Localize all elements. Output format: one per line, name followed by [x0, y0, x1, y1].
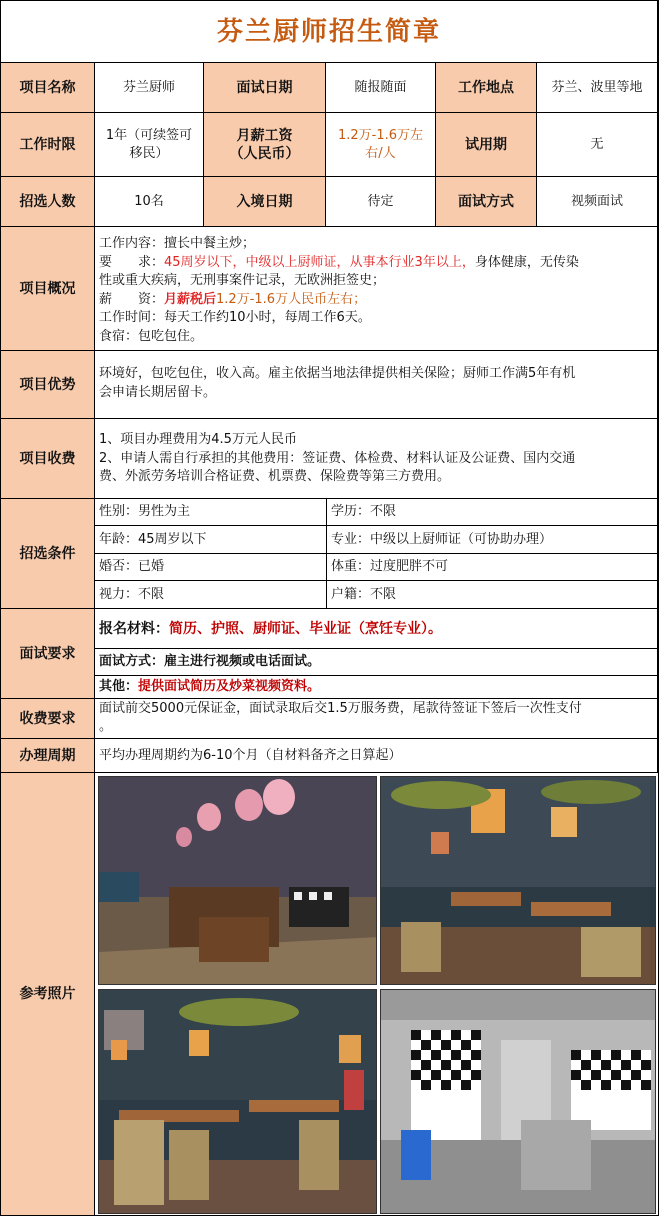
- label-photos: 参考照片: [1, 773, 95, 1215]
- label-period: 办理周期: [1, 739, 95, 773]
- condition-household: 户籍：不限: [327, 581, 658, 609]
- charge-line1: 面试前交5000元保证金，面试录取后交1.5万服务费，尾款待签证下签后一次性支付: [99, 701, 582, 716]
- label-interview-requirements: 面试要求: [1, 609, 95, 699]
- photo-dining-chairs: [98, 989, 377, 1214]
- page-title: 芬兰厨师招生简章: [1, 1, 658, 63]
- fees-content: [95, 419, 658, 499]
- charge-content: [95, 699, 658, 739]
- overview-line-job: 工作内容：擅长中餐主炒；: [99, 236, 256, 251]
- label-fees: 项目收费: [1, 419, 95, 499]
- salary-value-line2: 右/人: [365, 145, 396, 161]
- value-monthly-salary: [326, 113, 436, 177]
- advantage-line2: 会申请长期居留卡。: [99, 384, 217, 400]
- salary-bold: 月薪税后: [164, 291, 217, 307]
- condition-marital: 婚否：已婚: [95, 554, 327, 581]
- overview-line-requirements-cont: 性或重大疾病，无刑事案件记录，无欧洲拒签史；: [99, 273, 386, 288]
- value-headcount: 10名: [95, 177, 204, 227]
- overview-line-requirements: [99, 254, 653, 273]
- label-headcount: 招选人数: [1, 177, 95, 227]
- period-content: 平均办理周期约为6-10个月（自材料备齐之日算起）: [95, 739, 658, 773]
- condition-vision: 视力：不限: [95, 581, 327, 609]
- other-prefix: 其他：: [99, 679, 139, 694]
- salary-value-line1: 1.2万-1.6万左: [337, 127, 424, 143]
- label-conditions: 招选条件: [1, 499, 95, 609]
- label-overview: 项目概况: [1, 227, 95, 351]
- salary-amount: 1.2万-1.6万人民币左右；: [216, 291, 367, 307]
- overview-content: [95, 227, 658, 351]
- advantage-line1: 环境好，包吃包住，收入高。雇主依据当地法律提供相关保险；厨师工作满5年有机: [99, 366, 576, 381]
- value-entry-date: 待定: [326, 177, 436, 227]
- value-work-location: 芬兰、波里等地: [537, 63, 658, 113]
- charge-line2: 。: [99, 719, 113, 734]
- req-highlight: 45周岁以下，中级以上厨师证，从事本行业3年以上，: [164, 254, 475, 270]
- value-probation: 无: [537, 113, 658, 177]
- value-project-name: 芬兰厨师: [95, 63, 204, 113]
- condition-major: 专业：中级以上厨师证（可协助办理）: [327, 526, 658, 554]
- label-interview-method: 面试方式: [436, 177, 537, 227]
- interview-other: [95, 676, 658, 699]
- salary-label-line2: （人民币）: [229, 145, 300, 162]
- value-work-term: [95, 113, 204, 177]
- value-interview-date: 随报随面: [326, 63, 436, 113]
- fees-line3: 费、外派劳务培训合格证费、机票费、保险费等第三方费用。: [99, 469, 451, 484]
- overview-line-salary: [99, 291, 653, 310]
- condition-weight: 体重：过度肥胖不可: [327, 554, 658, 581]
- value-interview-method: 视频面试: [537, 177, 658, 227]
- fees-line1: 1、项目办理费用为4.5万元人民币: [99, 432, 297, 447]
- work-term-line1: 1年（可续签可: [105, 127, 193, 143]
- req-rest: 身体健康，无传染: [474, 254, 579, 270]
- condition-age: 年龄：45周岁以下: [95, 526, 327, 554]
- label-project-name: 项目名称: [1, 63, 95, 113]
- salary-label-line1: 月薪工资: [236, 127, 293, 144]
- photo-kitchen: [380, 989, 656, 1214]
- label-work-location: 工作地点: [436, 63, 537, 113]
- other-content: 提供面试简历及炒菜视频资料。: [138, 679, 321, 694]
- label-monthly-salary: [204, 113, 326, 177]
- advantage-content: [95, 351, 658, 419]
- interview-method-text: 面试方式：雇主进行视频或电话面试。: [95, 649, 658, 676]
- photo-dining-lamps: [380, 776, 656, 985]
- interview-materials: [95, 609, 658, 649]
- label-interview-date: 面试日期: [204, 63, 326, 113]
- label-entry-date: 入境日期: [204, 177, 326, 227]
- condition-gender: 性别：男性为主: [95, 499, 327, 526]
- fees-line2: 2、申请人需自行承担的其他费用：签证费、体检费、材料认证及公证费、国内交通: [99, 450, 576, 466]
- req-prefix: 要 求：: [99, 254, 165, 270]
- materials-list: 简历、护照、厨师证、毕业证（烹饪专业）。: [169, 620, 442, 637]
- materials-prefix: 报名材料：: [99, 620, 169, 637]
- label-advantage: 项目优势: [1, 351, 95, 419]
- overview-line-lodging: 食宿：包吃包住。: [99, 328, 204, 344]
- salary-prefix: 薪 资：: [99, 291, 165, 307]
- label-probation: 试用期: [436, 113, 537, 177]
- label-charge: 收费要求: [1, 699, 95, 739]
- condition-education: 学历：不限: [327, 499, 658, 526]
- overview-line-hours: 工作时间：每天工作约10小时，每周工作6天。: [99, 310, 371, 325]
- photo-restaurant-buffet: [98, 776, 377, 985]
- work-term-line2: 移民）: [129, 145, 169, 161]
- label-work-term: 工作时限: [1, 113, 95, 177]
